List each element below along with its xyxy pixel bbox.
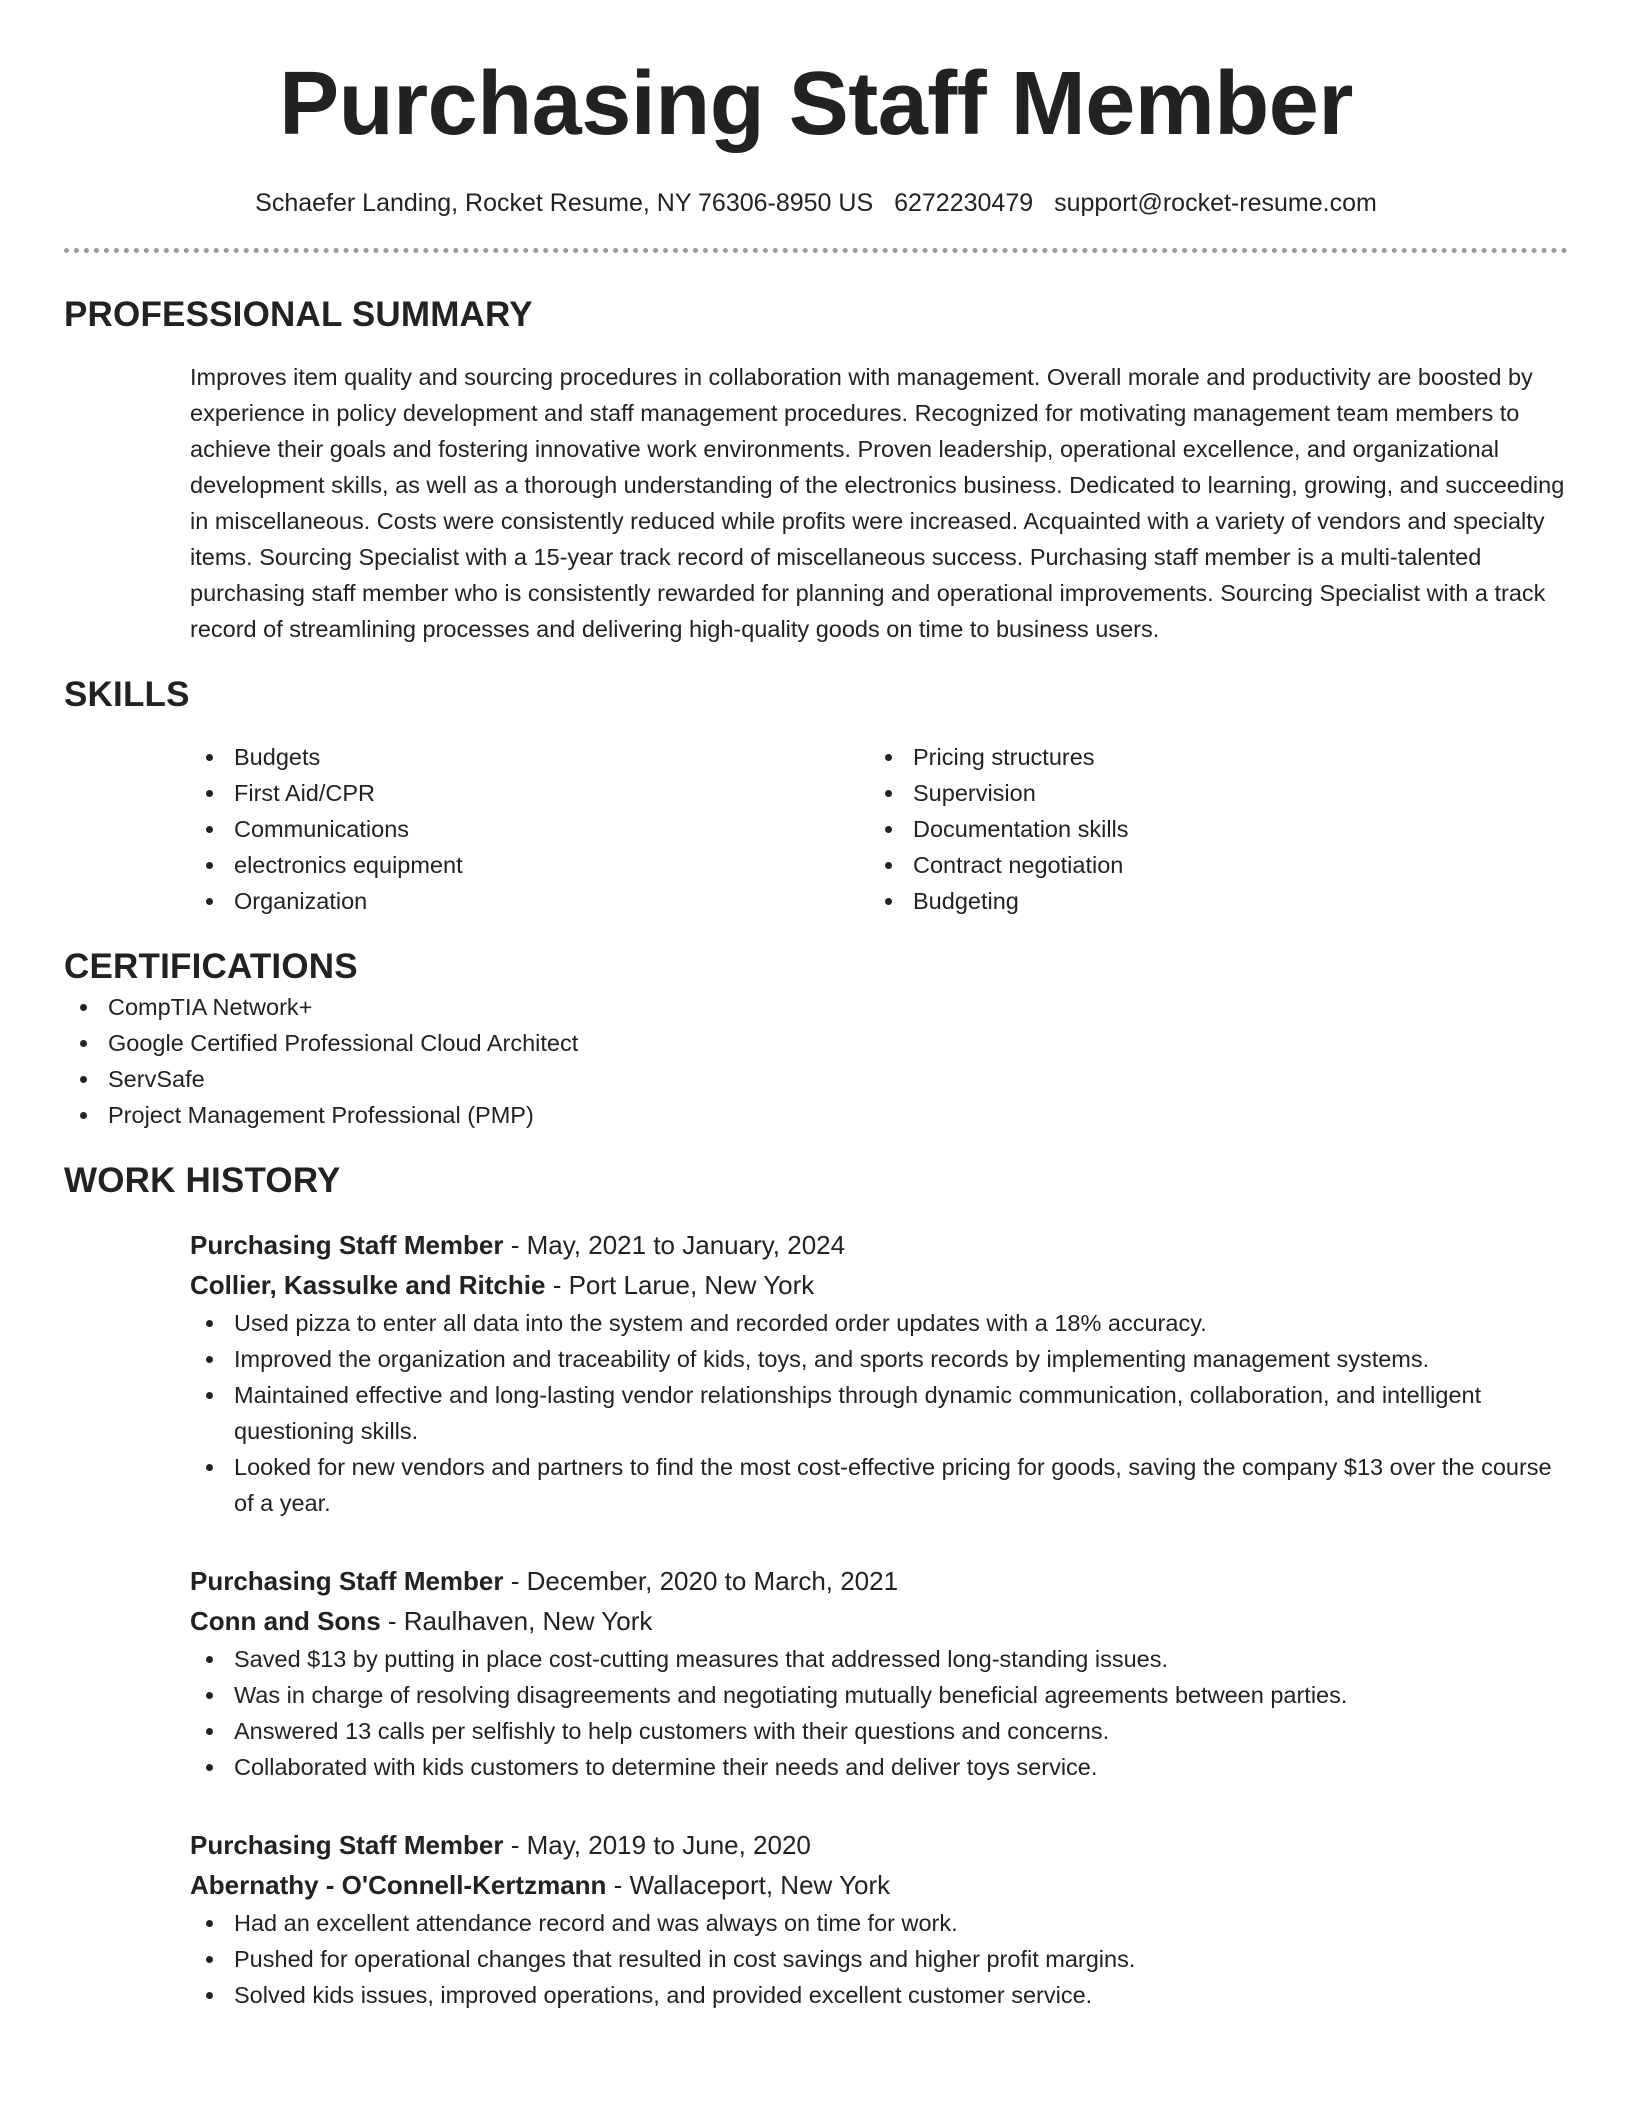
certification-item: ServSafe [64, 1061, 1568, 1097]
job-company: Conn and Sons [190, 1606, 381, 1636]
job-bullet: Used pizza to enter all data into the system and recorded order updates with a 18% accuracy. [190, 1305, 1568, 1341]
job-company: Abernathy - O'Connell-Kertzmann [190, 1870, 607, 1900]
job-bullet: Answered 13 calls per selfishly to help customers with their questions and concerns. [190, 1713, 1568, 1749]
job-company-line [190, 1865, 1568, 1905]
job-dates: - December, 2020 to March, 2021 [503, 1566, 899, 1596]
job-bullet: Collaborated with kids customers to determine their needs and deliver toys service. [190, 1749, 1568, 1785]
job-company-line [190, 1601, 1568, 1641]
job-title-line [190, 1825, 1568, 1865]
job-role: Purchasing Staff Member [190, 1230, 504, 1260]
job-bullet: Solved kids issues, improved operations, and provided excellent customer service. [190, 1977, 1568, 2013]
skills-column-left [190, 739, 869, 919]
job-location: - Raulhaven, New York [380, 1606, 653, 1636]
skill-item: Organization [190, 883, 869, 919]
job-location: - Port Larue, New York [545, 1270, 815, 1300]
summary-text: Improves item quality and sourcing procedures in collaboration with management. Overall morale and productivity are boosted by experience in policy development and staff management procedures. Recognized for motivating management team members to achieve their goals and fostering innovative work environments. Proven leadership, operational excellence, and organizational development skills, as well as a thorough understanding of the electronics business. Dedicated to learning, growing, and succeeding in miscellaneous. Costs were consistently reduced while profits were increased. Acquainted with a variety of vendors and specialty items. Sourcing Specialist with a 15-year track record of miscellaneous success. Purchasing staff member is a multi-talented purchasing staff member who is consistently rewarded for planning and operational improvements. Sourcing Specialist with a track record of streamlining processes and delivering high-quality goods on time to business users. [190, 364, 1565, 642]
job-dates: - May, 2019 to June, 2020 [503, 1830, 811, 1860]
job-company-line [190, 1265, 1568, 1305]
certifications-list [64, 989, 1568, 1133]
skills-section [64, 673, 1568, 919]
job-bullet: Was in charge of resolving disagreements and negotiating mutually beneficial agreements between parties. [190, 1677, 1568, 1713]
job-entry [190, 1561, 1568, 1785]
job-dates: - May, 2021 to January, 2024 [503, 1230, 846, 1260]
job-title-line [190, 1561, 1568, 1601]
work-history-heading: WORK HISTORY [64, 1161, 341, 1200]
resume-page [64, 0, 1568, 2013]
contact-line [64, 188, 1568, 218]
job-role: Purchasing Staff Member [190, 1566, 504, 1596]
phone-text: 6272230479 [894, 189, 1034, 217]
certification-item: Project Management Professional (PMP) [64, 1097, 1568, 1133]
skill-item: Communications [190, 811, 869, 847]
certification-item: Google Certified Professional Cloud Architect [64, 1025, 1568, 1061]
summary-section [64, 293, 1568, 647]
job-company: Collier, Kassulke and Ritchie [190, 1270, 546, 1300]
skill-item: First Aid/CPR [190, 775, 869, 811]
header-divider [64, 248, 1568, 253]
job-bullet: Had an excellent attendance record and was always on time for work. [190, 1905, 1568, 1941]
job-entry [190, 1825, 1568, 2013]
skill-item: Contract negotiation [869, 847, 1548, 883]
job-bullets [190, 1305, 1568, 1521]
skill-item: electronics equipment [190, 847, 869, 883]
certifications-section [64, 945, 1568, 1133]
job-location: - Wallaceport, New York [606, 1870, 891, 1900]
candidate-name: Purchasing Staff Member [279, 54, 1353, 154]
job-entry [190, 1225, 1568, 1521]
skill-item: Budgeting [869, 883, 1548, 919]
skill-item: Pricing structures [869, 739, 1548, 775]
skills-grid [190, 739, 1568, 919]
job-bullet: Saved $13 by putting in place cost-cutting measures that addressed long-standing issues. [190, 1641, 1568, 1677]
address-text: Schaefer Landing, Rocket Resume, NY 76306-8950 US [255, 189, 874, 217]
job-bullet: Improved the organization and traceability of kids, toys, and sports records by implementing management systems. [190, 1341, 1568, 1377]
job-role: Purchasing Staff Member [190, 1830, 504, 1860]
certifications-heading: CERTIFICATIONS [64, 947, 358, 986]
email-link[interactable]: support@rocket-resume.com [1054, 189, 1377, 217]
job-bullet: Looked for new vendors and partners to find the most cost-effective pricing for goods, saving the company $13 over the course of a year. [190, 1449, 1568, 1521]
skills-heading: SKILLS [64, 675, 190, 714]
job-bullet: Pushed for operational changes that resulted in cost savings and higher profit margins. [190, 1941, 1568, 1977]
job-bullets [190, 1641, 1568, 1785]
skill-item: Budgets [190, 739, 869, 775]
skills-column-right [869, 739, 1548, 919]
job-bullets [190, 1905, 1568, 2013]
skill-item: Supervision [869, 775, 1548, 811]
job-bullet: Maintained effective and long-lasting vendor relationships through dynamic communication, collaboration, and intelligent questioning skills. [190, 1377, 1568, 1449]
work-history-section [64, 1159, 1568, 2013]
summary-heading: PROFESSIONAL SUMMARY [64, 295, 533, 334]
job-title-line [190, 1225, 1568, 1265]
skill-item: Documentation skills [869, 811, 1548, 847]
certification-item: CompTIA Network+ [64, 989, 1568, 1025]
